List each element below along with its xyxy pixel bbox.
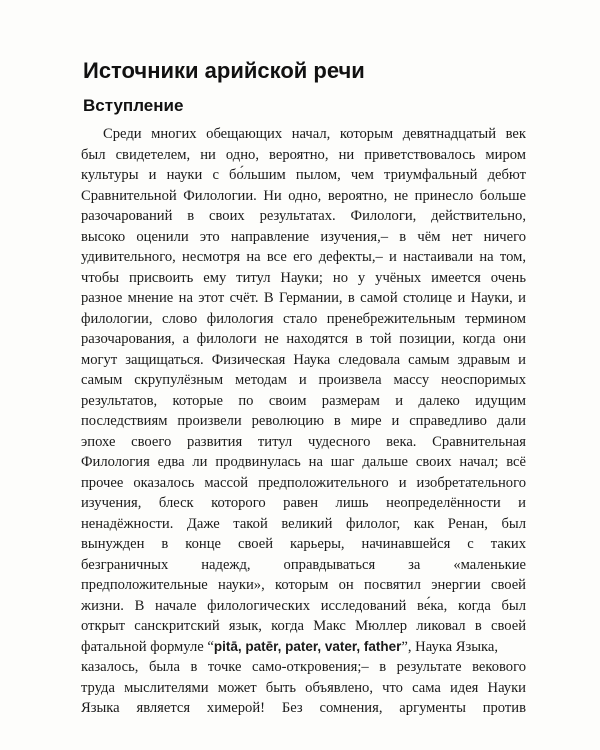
text-line: культуры и науки с бо́льшим пылом, чем триумфальный дебют: [81, 167, 526, 183]
text-line: труда мыслителями может быть объявлено, что сама идея Науки: [81, 679, 526, 696]
text-line: чтобы присвоить ему титул Науки; но у учёных имеется очень: [81, 269, 526, 286]
text-line: последствиям произвели революцию в мире и справедливо дали: [81, 413, 526, 429]
text-line: жизни. В начале филологических исследований ве́ка, когда был: [81, 597, 526, 614]
text-line: Среди многих обещающих начал, которым девятнадцатый век: [103, 126, 526, 142]
text-line: разочарований в своих результатах. Филологи, действительно,: [81, 208, 526, 224]
text-line: результатов, которые по своим размерам и далеко идущим: [81, 392, 526, 409]
text-line: самым скрупулёзным методам и произвела массу неоспоримых: [81, 372, 526, 388]
chapter-title: Источники арийской речи: [83, 58, 365, 83]
text-line: ненадёжности. Даже такой великий филолог, как Ренан, был: [81, 515, 526, 532]
body-text: [81, 124, 526, 719]
formula-prefix: фатальной формуле “: [81, 638, 214, 655]
text-line: был свидетелем, ни одно, вероятно, ни приветствовалось миром: [81, 146, 526, 163]
section-title: Вступление: [83, 96, 184, 115]
text-line: безграничных надежд, оправдываться за «маленькие: [81, 556, 526, 573]
text-line: вынужден в конце своей карьеры, начинавшейся с таких: [81, 536, 526, 552]
text-line: открыт санскритский язык, когда Макс Мюллер ликовал в своей: [81, 618, 526, 634]
text-line: предположительные науки», которым он посвятил энергии своей: [81, 577, 526, 593]
text-line: эпохе своего развития титул чудесного века. Сравнительная: [81, 433, 526, 450]
text-line: могут защищаться. Физическая Наука следовала самым здравым и: [81, 351, 526, 368]
text-line-formula: [81, 637, 526, 658]
text-line: казалось, была в точке само-откровения;– в результате векового: [81, 659, 526, 675]
formula-suffix: ”, Наука Языка,: [401, 638, 499, 655]
text-line: прочее оказалось массой предположительного и изобретательного: [81, 474, 526, 491]
text-line: удивительного, несмотря на все его дефекты,– и настаивали на том,: [81, 249, 526, 265]
text-line: Сравнительной Филологии. Ни одно, вероятно, не принесло больше: [81, 187, 526, 204]
text-line: разное мнение на этот счёт. В Германии, в самой столице и Науки, и: [81, 290, 526, 306]
text-line: Филология едва ли продвинулась на шаг дальше своих начал; всё: [81, 454, 526, 470]
etymology-formula: pitā, patēr, pater, vater, father: [213, 638, 402, 654]
text-line: филологии, слово филология стало пренебрежительным термином: [81, 310, 526, 327]
text-line: разочарования, а филологи не находятся в той позиции, когда они: [81, 331, 526, 347]
text-line: изучения, блеск которого равен лишь неопределённости и: [81, 495, 526, 511]
text-line: высоко оценили это направление изучения,– в чём нет ничего: [81, 228, 526, 245]
text-line: Языка является химерой! Без сомнения, аргументы против: [81, 700, 526, 716]
